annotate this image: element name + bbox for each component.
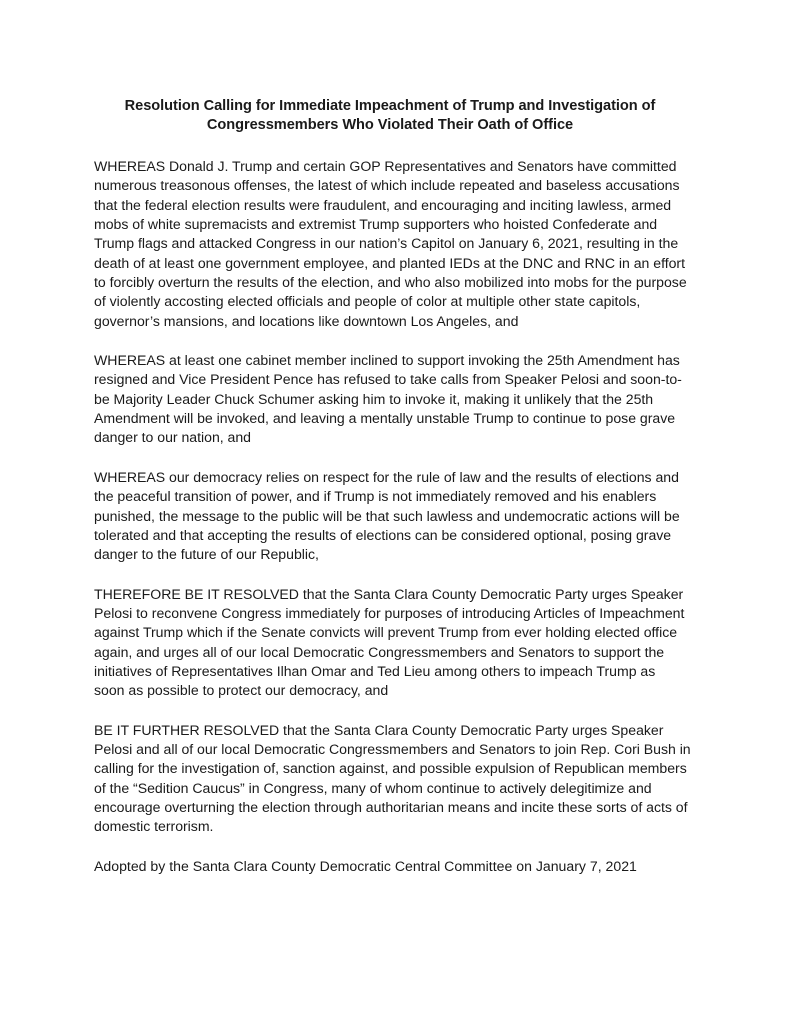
title-line: Resolution Calling for Immediate Impeachment of Trump and Investigation of: [124, 98, 656, 114]
text-line: WHEREAS at least one cabinet member inclined to support invoking the 25th Amendment has: [94, 352, 680, 369]
text-line: soon as possible to protect our democracy, and: [94, 682, 389, 699]
text-line: WHEREAS our democracy relies on respect for the rule of law and the results of elections and: [94, 468, 679, 485]
text-line: tolerated and that accepting the results of elections can be considered optional, posing grave: [94, 526, 672, 543]
text-line: Trump flags and attacked Congress in our nation’s Capitol on January 6, 2021, resulting in the: [94, 235, 679, 252]
whereas-paragraph-3: [94, 468, 686, 565]
text-line: encourage overturning the election through authoritarian means and incite these sorts of acts of: [94, 798, 688, 815]
text-line: WHEREAS Donald J. Trump and certain GOP Representatives and Senators have committed: [94, 158, 677, 174]
resolved-paragraph: [94, 585, 686, 701]
text-line: danger to our nation, and: [94, 429, 252, 446]
text-line: domestic terrorism.: [94, 818, 214, 835]
text-line: of the “Sedition Caucus” in Congress, many of whom continue to actively delegitimize and: [94, 779, 652, 796]
text-line: BE IT FURTHER RESOLVED that the Santa Clara County Democratic Party urges Speaker: [94, 721, 664, 738]
text-line: governor’s mansions, and locations like downtown Los Angeles, and: [94, 312, 519, 329]
text-line: against Trump which if the Senate convicts will prevent Trump from ever holding elected office: [94, 624, 678, 641]
text-line: be Majority Leader Chuck Schumer asking him to invoke it, making it unlikely that the 25th: [94, 390, 654, 407]
whereas-paragraph-1: [94, 157, 686, 331]
text-line: Amendment will be invoked, and leaving a mentally unstable Trump to continue to pose grave: [94, 410, 676, 427]
text-line: calling for the investigation of, sanction against, and possible expulsion of Republican members: [94, 760, 687, 777]
text-line: of violently accosting elected officials and people of color at multiple other state capitols,: [94, 293, 641, 310]
text-line: resigned and Vice President Pence has refused to take calls from Speaker Pelosi and soon-to-: [94, 371, 682, 388]
adoption-statement: Adopted by the Santa Clara County Democratic Central Committee on January 7, 2021: [94, 857, 637, 874]
text-line: Pelosi and all of our local Democratic Congressmembers and Senators to join Rep. Cori Bush in: [94, 740, 691, 757]
text-line: danger to the future of our Republic,: [94, 546, 319, 563]
document-title: [94, 97, 686, 135]
text-line: THEREFORE BE IT RESOLVED that the Santa Clara County Democratic Party urges Speaker: [94, 585, 684, 602]
whereas-paragraph-2: [94, 351, 686, 448]
text-line: mobs of white supremacists and extremist Trump supporters who hoisted Confederate and: [94, 216, 658, 233]
text-line: punished, the message to the public will be that such lawless and undemocratic actions will be: [94, 507, 680, 524]
text-line: Pelosi to reconvene Congress immediately for purposes of introducing Articles of Impeachment: [94, 604, 685, 621]
text-line: that the federal election results were fraudulent, and encouraging and inciting lawless, armed: [94, 196, 672, 213]
further-resolved-paragraph: [94, 721, 691, 837]
text-line: again, and urges all of our local Democratic Congressmembers and Senators to support the: [94, 643, 665, 660]
text-line: the peaceful transition of power, and if Trump is not immediately removed and his enablers: [94, 488, 657, 505]
document-page: [94, 97, 691, 876]
text-line: to forcibly overturn the results of the election, and who also mobilized into mobs for the purpose: [94, 274, 687, 291]
text-line: initiatives of Representatives Ilhan Omar and Ted Lieu among others to impeach Trump as: [94, 662, 656, 679]
text-line: death of at least one government employee, and planted IEDs at the DNC and RNC in an effort: [94, 254, 685, 271]
text-line: numerous treasonous offenses, the latest of which include repeated and baseless accusations: [94, 177, 680, 194]
title-line: Congressmembers Who Violated Their Oath of Office: [206, 117, 574, 133]
